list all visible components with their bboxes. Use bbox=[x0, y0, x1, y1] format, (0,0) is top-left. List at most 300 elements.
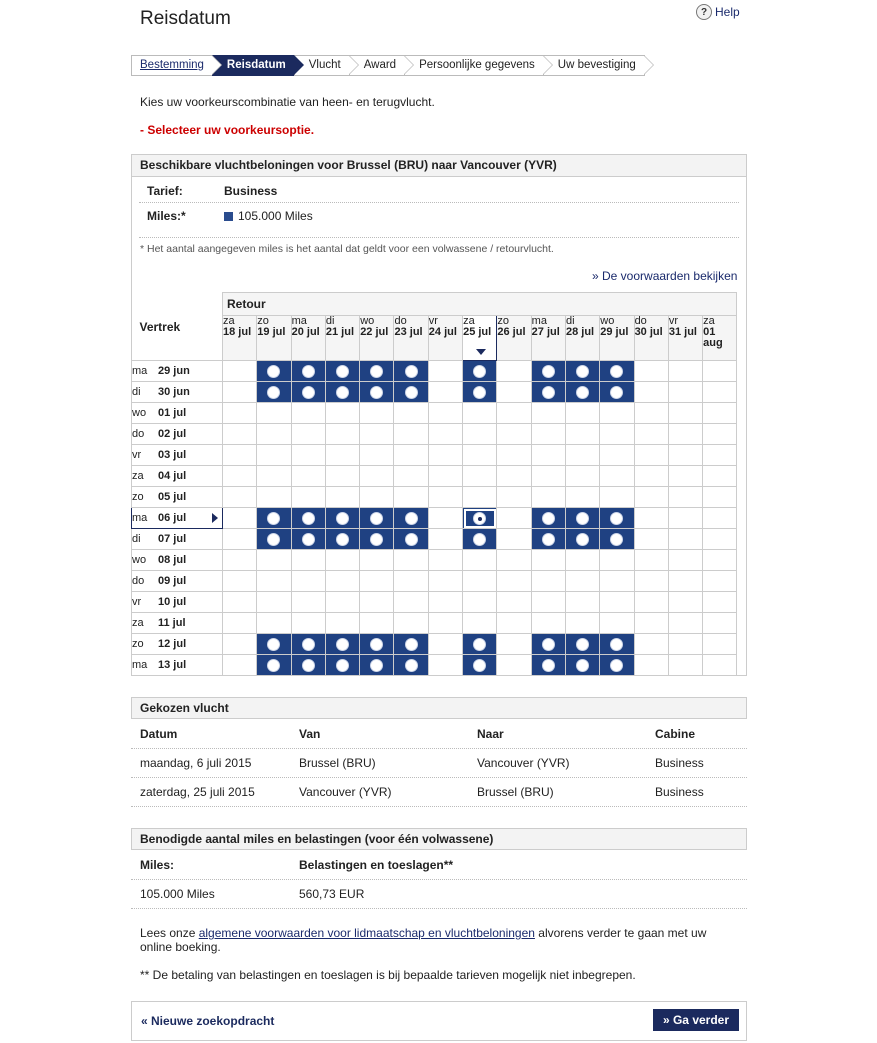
departure-day-date: 02 jul bbox=[158, 428, 187, 440]
flight-option-radio[interactable] bbox=[610, 638, 623, 651]
departure-day-label[interactable] bbox=[132, 445, 223, 466]
flight-option-cell[interactable] bbox=[325, 508, 359, 529]
return-day-header[interactable] bbox=[291, 316, 325, 361]
departure-day-label[interactable] bbox=[132, 403, 223, 424]
empty-cell bbox=[360, 592, 394, 613]
flight-option-cell[interactable] bbox=[463, 634, 497, 655]
flight-option-cell[interactable] bbox=[257, 634, 291, 655]
departure-day-label[interactable] bbox=[132, 382, 223, 403]
miles-value-text: 105.000 Miles bbox=[238, 209, 313, 223]
flight-calendar bbox=[131, 292, 737, 676]
flight-option-cell[interactable] bbox=[463, 508, 497, 529]
flight-option-radio[interactable] bbox=[336, 365, 349, 378]
flight-option-cell[interactable] bbox=[531, 655, 565, 676]
return-day-dow: za bbox=[703, 315, 715, 327]
return-day-dow: wo bbox=[360, 315, 375, 327]
empty-cell bbox=[428, 592, 462, 613]
costs-taxes-value: 560,73 EUR bbox=[299, 887, 365, 901]
flight-option-radio[interactable] bbox=[405, 365, 418, 378]
empty-cell bbox=[703, 487, 737, 508]
flight-option-cell[interactable] bbox=[257, 508, 291, 529]
flight-option-cell[interactable] bbox=[325, 382, 359, 403]
return-day-date: 22 jul bbox=[360, 326, 389, 338]
departure-day-label[interactable] bbox=[132, 487, 223, 508]
flight-option-cell[interactable] bbox=[565, 655, 599, 676]
empty-cell bbox=[531, 592, 565, 613]
flight-option-radio[interactable] bbox=[610, 386, 623, 399]
flight-option-radio[interactable] bbox=[576, 512, 589, 525]
empty-cell bbox=[668, 550, 702, 571]
departure-day-label[interactable] bbox=[132, 592, 223, 613]
return-day-header[interactable] bbox=[257, 316, 291, 361]
empty-cell bbox=[463, 550, 497, 571]
miles-footnote: * Het aantal aangegeven miles is het aantal dat geldt voor een volwassene / retourvlucht. bbox=[140, 243, 554, 255]
departure-day-label[interactable] bbox=[132, 634, 223, 655]
flight-option-cell[interactable] bbox=[360, 529, 394, 550]
flight-option-radio[interactable] bbox=[576, 659, 589, 672]
departure-day-dow: zo bbox=[132, 638, 144, 650]
empty-cell bbox=[360, 403, 394, 424]
flight-option-cell[interactable] bbox=[360, 508, 394, 529]
empty-cell bbox=[497, 508, 531, 529]
flight-option-radio[interactable] bbox=[302, 365, 315, 378]
flight-option-radio[interactable] bbox=[610, 512, 623, 525]
flight-option-cell[interactable] bbox=[531, 361, 565, 382]
terms-link[interactable]: algemene voorwaarden voor lidmaatschap en vluchtbeloningen bbox=[198, 926, 535, 940]
flight-option-radio[interactable] bbox=[370, 512, 383, 525]
flight-option-cell[interactable] bbox=[360, 361, 394, 382]
flight-option-radio[interactable] bbox=[302, 533, 315, 546]
departure-row bbox=[132, 613, 737, 634]
flight-option-radio[interactable] bbox=[576, 365, 589, 378]
flight-option-radio[interactable] bbox=[405, 386, 418, 399]
departure-day-dow: vr bbox=[132, 449, 142, 461]
flight-option-radio[interactable] bbox=[542, 533, 555, 546]
return-day-dow: ma bbox=[291, 315, 307, 327]
continue-button[interactable]: » Ga verder bbox=[653, 1009, 739, 1031]
chosen-row-1-naar: Vancouver (YVR) bbox=[477, 756, 570, 770]
flight-option-radio[interactable] bbox=[370, 386, 383, 399]
empty-cell bbox=[223, 487, 257, 508]
departure-row bbox=[132, 487, 737, 508]
return-day-header[interactable] bbox=[360, 316, 394, 361]
departure-day-label[interactable] bbox=[132, 508, 223, 529]
flight-option-radio[interactable] bbox=[370, 659, 383, 672]
chosen-row-2-van: Vancouver (YVR) bbox=[299, 785, 392, 799]
departure-day-label[interactable] bbox=[132, 550, 223, 571]
flight-option-radio[interactable] bbox=[267, 659, 280, 672]
flight-option-radio[interactable] bbox=[267, 533, 280, 546]
empty-cell bbox=[531, 487, 565, 508]
departure-day-label[interactable] bbox=[132, 571, 223, 592]
return-day-dow: zo bbox=[257, 315, 269, 327]
departure-day-label[interactable] bbox=[132, 424, 223, 445]
new-search-link[interactable]: « Nieuwe zoekopdracht bbox=[141, 1014, 275, 1028]
empty-cell bbox=[394, 424, 428, 445]
empty-cell bbox=[223, 424, 257, 445]
calendar-corner bbox=[132, 293, 223, 316]
empty-cell bbox=[257, 613, 291, 634]
departure-row bbox=[132, 571, 737, 592]
empty-cell bbox=[325, 466, 359, 487]
flight-option-cell[interactable] bbox=[531, 634, 565, 655]
flight-option-radio[interactable] bbox=[542, 386, 555, 399]
flight-option-radio[interactable] bbox=[336, 659, 349, 672]
empty-cell bbox=[668, 634, 702, 655]
flight-option-cell[interactable] bbox=[565, 529, 599, 550]
empty-cell bbox=[223, 508, 257, 529]
empty-cell bbox=[634, 571, 668, 592]
step-reisdatum: Reisdatum bbox=[212, 55, 294, 76]
empty-cell bbox=[497, 550, 531, 571]
flight-option-cell[interactable] bbox=[463, 655, 497, 676]
departure-day-dow: wo bbox=[132, 554, 147, 566]
empty-cell bbox=[428, 613, 462, 634]
return-day-dow: di bbox=[325, 315, 335, 327]
flight-option-cell[interactable] bbox=[291, 634, 325, 655]
flight-option-cell[interactable] bbox=[463, 529, 497, 550]
return-day-header[interactable] bbox=[394, 316, 428, 361]
flight-option-cell[interactable] bbox=[257, 361, 291, 382]
empty-cell bbox=[360, 445, 394, 466]
flight-option-radio[interactable] bbox=[302, 638, 315, 651]
vertrek-label: Vertrek bbox=[132, 316, 223, 361]
flight-option-radio[interactable] bbox=[542, 512, 555, 525]
empty-cell bbox=[668, 466, 702, 487]
empty-cell bbox=[600, 487, 634, 508]
empty-cell bbox=[497, 382, 531, 403]
flight-option-cell[interactable] bbox=[531, 529, 565, 550]
flight-option-cell[interactable] bbox=[394, 634, 428, 655]
empty-cell bbox=[325, 613, 359, 634]
empty-cell bbox=[325, 592, 359, 613]
empty-cell bbox=[257, 487, 291, 508]
empty-cell bbox=[360, 424, 394, 445]
return-day-header[interactable] bbox=[325, 316, 359, 361]
empty-cell bbox=[463, 445, 497, 466]
departure-row bbox=[132, 529, 737, 550]
empty-cell bbox=[703, 382, 737, 403]
departure-day-date: 06 jul bbox=[158, 512, 187, 524]
flight-option-radio[interactable] bbox=[542, 365, 555, 378]
departure-day-date: 03 jul bbox=[158, 449, 187, 461]
empty-cell bbox=[497, 466, 531, 487]
flight-option-radio[interactable] bbox=[576, 533, 589, 546]
return-day-header[interactable] bbox=[668, 316, 702, 361]
return-day-date: 31 jul bbox=[668, 326, 697, 338]
empty-cell bbox=[634, 592, 668, 613]
empty-cell bbox=[565, 487, 599, 508]
flight-option-radio[interactable] bbox=[610, 659, 623, 672]
empty-cell bbox=[634, 550, 668, 571]
departure-day-dow: ma bbox=[132, 365, 148, 377]
empty-cell bbox=[428, 424, 462, 445]
return-day-header[interactable] bbox=[463, 316, 497, 361]
flight-option-cell[interactable] bbox=[531, 508, 565, 529]
selected-radio[interactable] bbox=[473, 512, 486, 525]
return-day-date: 21 jul bbox=[325, 326, 355, 338]
empty-cell bbox=[325, 403, 359, 424]
departure-day-label[interactable] bbox=[132, 361, 223, 382]
flight-option-radio[interactable] bbox=[370, 365, 383, 378]
flight-option-cell[interactable] bbox=[394, 655, 428, 676]
flight-option-radio[interactable] bbox=[302, 386, 315, 399]
intro-text: Kies uw voorkeurscombinatie van heen- en terugvlucht. bbox=[140, 95, 435, 109]
return-day-header[interactable] bbox=[223, 316, 257, 361]
flight-option-cell[interactable] bbox=[600, 655, 634, 676]
empty-cell bbox=[668, 487, 702, 508]
flight-option-cell[interactable] bbox=[257, 655, 291, 676]
flight-option-cell[interactable] bbox=[291, 361, 325, 382]
flight-option-radio[interactable] bbox=[542, 638, 555, 651]
departure-row bbox=[132, 592, 737, 613]
empty-cell bbox=[565, 466, 599, 487]
return-day-header[interactable] bbox=[703, 316, 737, 361]
flight-option-radio[interactable] bbox=[267, 512, 280, 525]
flight-option-cell[interactable] bbox=[463, 361, 497, 382]
empty-cell bbox=[223, 655, 257, 676]
empty-cell bbox=[703, 592, 737, 613]
empty-cell bbox=[428, 550, 462, 571]
flight-option-cell[interactable] bbox=[394, 382, 428, 403]
empty-cell bbox=[703, 550, 737, 571]
empty-cell bbox=[565, 613, 599, 634]
empty-cell bbox=[600, 403, 634, 424]
flight-option-cell[interactable] bbox=[600, 529, 634, 550]
return-day-date: 25 jul bbox=[463, 326, 492, 338]
flight-option-cell[interactable] bbox=[291, 655, 325, 676]
flight-option-cell[interactable] bbox=[565, 508, 599, 529]
departure-day-label[interactable] bbox=[132, 613, 223, 634]
empty-cell bbox=[291, 424, 325, 445]
empty-cell bbox=[394, 466, 428, 487]
empty-cell bbox=[600, 550, 634, 571]
empty-cell bbox=[360, 487, 394, 508]
empty-cell bbox=[325, 571, 359, 592]
flight-option-cell[interactable] bbox=[360, 634, 394, 655]
departure-day-label[interactable] bbox=[132, 655, 223, 676]
departure-day-dow: do bbox=[132, 575, 145, 587]
flight-option-radio[interactable] bbox=[473, 386, 486, 399]
empty-cell bbox=[257, 550, 291, 571]
empty-cell bbox=[634, 382, 668, 403]
flight-option-radio[interactable] bbox=[576, 386, 589, 399]
empty-cell bbox=[291, 613, 325, 634]
return-day-header[interactable] bbox=[428, 316, 462, 361]
chosen-row-2-datum: zaterdag, 25 juli 2015 bbox=[140, 785, 255, 799]
step-bestemming[interactable]: Bestemming bbox=[131, 55, 212, 76]
flight-option-cell[interactable] bbox=[394, 361, 428, 382]
page-title: Reisdatum bbox=[140, 8, 231, 29]
empty-cell bbox=[223, 466, 257, 487]
departure-day-label[interactable] bbox=[132, 466, 223, 487]
flight-option-cell[interactable] bbox=[394, 529, 428, 550]
empty-cell bbox=[428, 445, 462, 466]
empty-cell bbox=[428, 487, 462, 508]
chosen-header-datum: Datum bbox=[140, 727, 178, 741]
flight-option-radio[interactable] bbox=[542, 659, 555, 672]
help-icon[interactable]: ? bbox=[696, 4, 712, 20]
return-day-header[interactable] bbox=[634, 316, 668, 361]
flight-option-cell[interactable] bbox=[257, 529, 291, 550]
departure-day-date: 05 jul bbox=[158, 491, 187, 503]
empty-cell bbox=[668, 655, 702, 676]
departure-day-date: 01 jul bbox=[158, 407, 187, 419]
return-day-dow: vr bbox=[428, 315, 438, 327]
flight-option-radio[interactable] bbox=[610, 365, 623, 378]
flight-option-radio[interactable] bbox=[405, 533, 418, 546]
flight-option-radio[interactable] bbox=[370, 533, 383, 546]
empty-cell bbox=[428, 634, 462, 655]
empty-cell bbox=[428, 571, 462, 592]
step-uw-bevestiging: Uw bevestiging bbox=[543, 55, 645, 76]
empty-cell bbox=[223, 592, 257, 613]
empty-cell bbox=[634, 466, 668, 487]
flight-option-radio[interactable] bbox=[473, 365, 486, 378]
flight-option-cell[interactable] bbox=[360, 655, 394, 676]
flight-option-cell[interactable] bbox=[600, 508, 634, 529]
empty-cell bbox=[428, 403, 462, 424]
flight-option-radio[interactable] bbox=[405, 512, 418, 525]
flight-option-cell[interactable] bbox=[291, 382, 325, 403]
flight-option-cell[interactable] bbox=[325, 655, 359, 676]
empty-cell bbox=[634, 634, 668, 655]
empty-cell bbox=[531, 571, 565, 592]
flight-option-radio[interactable] bbox=[267, 386, 280, 399]
return-day-dow: za bbox=[463, 315, 475, 327]
step-vlucht: Vlucht bbox=[294, 55, 349, 76]
conditions-link[interactable]: » De voorwaarden bekijken bbox=[592, 269, 738, 283]
return-day-dow: vr bbox=[668, 315, 679, 327]
chosen-row-1-cabine: Business bbox=[655, 756, 704, 770]
flight-option-cell[interactable] bbox=[600, 361, 634, 382]
chosen-row-1-van: Brussel (BRU) bbox=[299, 756, 376, 770]
empty-cell bbox=[223, 403, 257, 424]
flight-option-cell[interactable] bbox=[600, 634, 634, 655]
flight-option-radio[interactable] bbox=[267, 638, 280, 651]
empty-cell bbox=[703, 424, 737, 445]
flight-option-radio[interactable] bbox=[370, 638, 383, 651]
empty-cell bbox=[257, 424, 291, 445]
flight-option-cell[interactable] bbox=[325, 529, 359, 550]
departure-day-date: 29 jun bbox=[158, 365, 190, 377]
flight-option-radio[interactable] bbox=[302, 512, 315, 525]
chosen-row-2-naar: Brussel (BRU) bbox=[477, 785, 554, 799]
empty-cell bbox=[634, 655, 668, 676]
empty-cell bbox=[497, 361, 531, 382]
departure-day-date: 10 jul bbox=[158, 596, 187, 608]
empty-cell bbox=[360, 466, 394, 487]
empty-cell bbox=[634, 508, 668, 529]
empty-cell bbox=[600, 424, 634, 445]
flight-option-radio[interactable] bbox=[336, 386, 349, 399]
empty-cell bbox=[668, 508, 702, 529]
return-day-header[interactable] bbox=[531, 316, 565, 361]
departure-day-label[interactable] bbox=[132, 529, 223, 550]
flight-option-cell[interactable] bbox=[531, 382, 565, 403]
terms-text bbox=[140, 926, 730, 954]
departure-day-date: 30 jun bbox=[158, 386, 190, 398]
departure-day-dow: za bbox=[132, 470, 144, 482]
empty-cell bbox=[703, 655, 737, 676]
flight-option-radio[interactable] bbox=[336, 533, 349, 546]
empty-cell bbox=[394, 403, 428, 424]
return-day-dow: di bbox=[565, 315, 575, 327]
empty-cell bbox=[497, 487, 531, 508]
empty-cell bbox=[394, 592, 428, 613]
terms-after: alvorens verder te gaan met uw online boeking. bbox=[140, 926, 707, 954]
flight-option-radio[interactable] bbox=[473, 659, 486, 672]
flight-option-radio[interactable] bbox=[473, 533, 486, 546]
return-day-date: 30 jul bbox=[634, 326, 663, 338]
empty-cell bbox=[463, 592, 497, 613]
help-link[interactable] bbox=[696, 4, 740, 20]
flight-option-cell[interactable] bbox=[360, 382, 394, 403]
empty-cell bbox=[668, 592, 702, 613]
empty-cell bbox=[497, 445, 531, 466]
flight-option-cell[interactable] bbox=[463, 382, 497, 403]
step-persoonlijke-gegevens: Persoonlijke gegevens bbox=[404, 55, 543, 76]
flight-option-cell[interactable] bbox=[565, 382, 599, 403]
flight-option-cell[interactable] bbox=[600, 382, 634, 403]
empty-cell bbox=[394, 487, 428, 508]
flight-option-radio[interactable] bbox=[576, 638, 589, 651]
departure-day-date: 04 jul bbox=[158, 470, 187, 482]
empty-cell bbox=[634, 361, 668, 382]
flight-option-cell[interactable] bbox=[565, 634, 599, 655]
empty-cell bbox=[565, 424, 599, 445]
empty-cell bbox=[291, 571, 325, 592]
flight-option-cell[interactable] bbox=[291, 529, 325, 550]
empty-cell bbox=[497, 592, 531, 613]
empty-cell bbox=[634, 403, 668, 424]
departure-day-date: 12 jul bbox=[158, 638, 187, 650]
return-day-header[interactable] bbox=[565, 316, 599, 361]
flight-option-cell[interactable] bbox=[325, 634, 359, 655]
flight-option-radio[interactable] bbox=[473, 638, 486, 651]
flight-option-radio[interactable] bbox=[610, 533, 623, 546]
departure-day-dow: zo bbox=[132, 491, 144, 503]
flight-option-cell[interactable] bbox=[291, 508, 325, 529]
departure-row bbox=[132, 655, 737, 676]
help-label[interactable]: Help bbox=[715, 5, 740, 19]
flight-option-cell[interactable] bbox=[394, 508, 428, 529]
empty-cell bbox=[463, 487, 497, 508]
flight-option-cell[interactable] bbox=[257, 382, 291, 403]
empty-cell bbox=[497, 529, 531, 550]
flight-option-radio[interactable] bbox=[405, 659, 418, 672]
departure-row bbox=[132, 361, 737, 382]
flight-option-cell[interactable] bbox=[565, 361, 599, 382]
departure-day-date: 11 jul bbox=[158, 617, 186, 629]
return-day-header[interactable] bbox=[600, 316, 634, 361]
flight-option-cell[interactable] bbox=[325, 361, 359, 382]
flight-option-radio[interactable] bbox=[405, 638, 418, 651]
empty-cell bbox=[428, 655, 462, 676]
return-day-date: 20 jul bbox=[291, 326, 320, 338]
flight-option-radio[interactable] bbox=[336, 512, 349, 525]
flight-option-radio[interactable] bbox=[302, 659, 315, 672]
empty-cell bbox=[463, 424, 497, 445]
departure-row bbox=[132, 508, 737, 529]
empty-cell bbox=[463, 466, 497, 487]
flight-option-radio[interactable] bbox=[267, 365, 280, 378]
empty-cell bbox=[600, 445, 634, 466]
flight-option-radio[interactable] bbox=[336, 638, 349, 651]
return-day-header[interactable] bbox=[497, 316, 531, 361]
chosen-flight-title: Gekozen vlucht bbox=[131, 697, 747, 719]
empty-cell bbox=[394, 550, 428, 571]
